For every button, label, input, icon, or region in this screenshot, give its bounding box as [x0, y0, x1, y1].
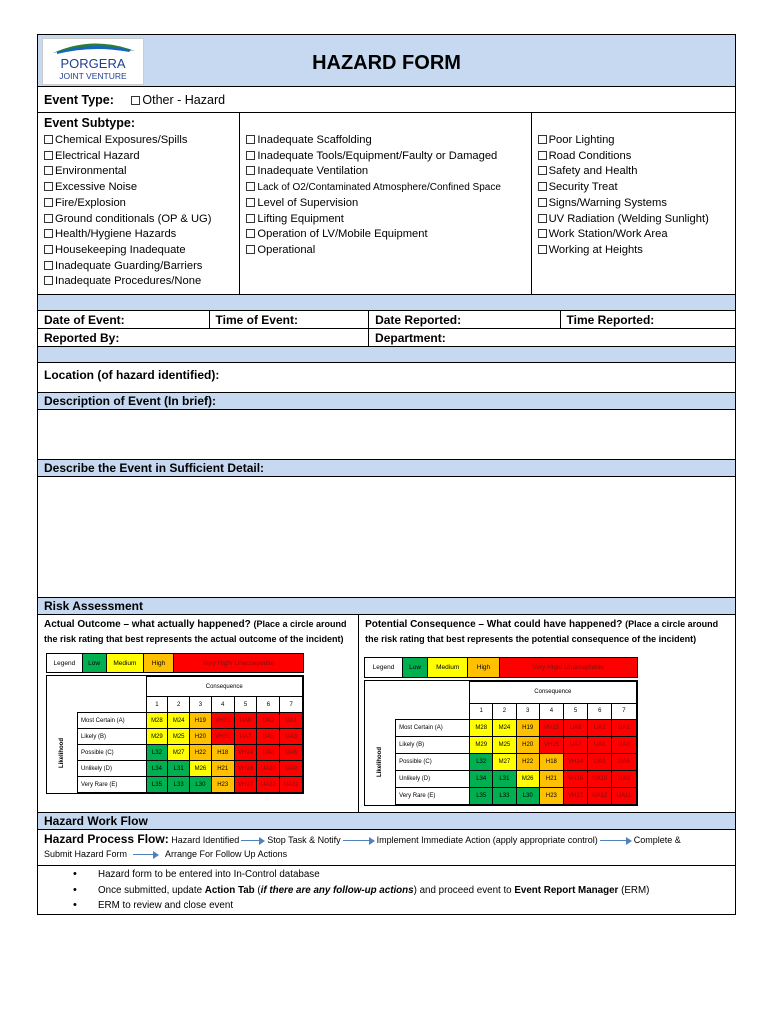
risk-cell[interactable]: M29 [146, 729, 168, 745]
note-item: • Once submitted, update Action Tab (if there are any follow-up actions) and proceed event to Event Report Manager (ERM) [98, 885, 735, 898]
risk-cell[interactable]: L31 [493, 771, 516, 788]
checkbox[interactable] [44, 198, 53, 207]
checkbox[interactable] [538, 229, 547, 238]
process-flow [38, 830, 735, 866]
logo-text-porgera: PORGERA [60, 56, 126, 71]
checkbox[interactable] [538, 135, 547, 144]
likelihood-row-label: Most Certain (A) [396, 720, 470, 737]
risk-cell[interactable]: UA12 [257, 777, 280, 793]
checkbox[interactable] [538, 166, 547, 175]
page-title: HAZARD FORM [312, 52, 461, 74]
hazard-form [37, 34, 736, 915]
note-item: • ERM to review and close event [98, 900, 735, 913]
risk-cell[interactable]: VH15 [211, 713, 234, 729]
dates-row [38, 311, 735, 329]
detail-label: Describe the Event in Sufficient Detail: [38, 460, 735, 477]
arrow-icon [133, 851, 159, 859]
likelihood-row-label: Likely (B) [396, 737, 470, 754]
checkbox[interactable] [44, 135, 53, 144]
risk-cell[interactable]: H19 [516, 720, 539, 737]
subtype-label: Road Conditions [548, 149, 632, 162]
subtype-option[interactable] [538, 243, 731, 259]
potential-consequence-panel [359, 615, 735, 812]
subtype-label: Inadequate Tools/Equipment/Faulty or Damaged [257, 149, 498, 162]
date-of-event-field[interactable]: Date of Event: [38, 311, 210, 328]
risk-cell[interactable]: L34 [146, 761, 168, 777]
risk-cell[interactable]: UA11 [280, 777, 303, 793]
risk-cell[interactable]: H21 [539, 771, 563, 788]
risk-cell[interactable]: M26 [516, 771, 539, 788]
subtype-label: Level of Supervision [257, 196, 359, 209]
subtype-option[interactable] [44, 212, 235, 228]
detail-input[interactable] [38, 477, 735, 598]
likelihood-label: Likelihood [377, 747, 384, 778]
subtype-label: Poor Lighting [548, 134, 615, 146]
logo-text-jv: JOINT VENTURE [59, 71, 127, 81]
subtype-label: Environmental [55, 165, 127, 178]
subtype-label: Working at Heights [548, 243, 643, 256]
risk-cell[interactable]: UA5 [257, 729, 280, 745]
potential-risk-matrix[interactable] [364, 657, 637, 800]
actual-outcome-note: (Place a circle around the risk rating that best represents the actual outcome of the incident) [44, 619, 347, 644]
subtype-option[interactable] [246, 164, 526, 180]
checkbox[interactable] [44, 229, 53, 238]
subtype-option[interactable] [44, 149, 235, 165]
risk-cell[interactable]: M27 [493, 754, 516, 771]
column-number: 5 [234, 697, 257, 713]
column-number: 4 [539, 703, 563, 720]
subtype-label: Inadequate Guarding/Barriers [55, 259, 203, 272]
subtype-label: Security Treat [548, 181, 618, 194]
event-subtype-label: Event Subtype: [44, 116, 135, 130]
checkbox[interactable] [246, 135, 255, 144]
risk-cell[interactable]: UA2 [257, 713, 280, 729]
risk-cell[interactable]: M27 [168, 745, 190, 761]
subtype-option[interactable] [44, 259, 235, 275]
subtype-option[interactable] [246, 149, 526, 165]
checkbox[interactable] [246, 198, 255, 207]
event-type-row [38, 87, 735, 113]
risk-cell[interactable]: UA7 [234, 729, 257, 745]
risk-cell[interactable]: L32 [470, 754, 493, 771]
risk-cell[interactable]: UA10 [257, 761, 280, 777]
risk-cell[interactable]: L33 [168, 777, 190, 793]
checkbox[interactable] [246, 166, 255, 175]
risk-cell[interactable]: UA7 [563, 737, 587, 754]
location-field[interactable]: Location (of hazard identified): [38, 363, 735, 393]
legend-item: Medium [428, 658, 468, 677]
risk-cell[interactable]: H22 [190, 745, 212, 761]
actual-outcome-heading: Actual Outcome – what actually happened? [44, 619, 251, 630]
legend-item: Legend [47, 654, 83, 672]
risk-cell[interactable]: UA1 [280, 713, 303, 729]
checkbox[interactable] [246, 229, 255, 238]
other-hazard-checkbox[interactable] [131, 96, 140, 105]
subtype-option[interactable] [44, 133, 235, 149]
subtype-option[interactable] [538, 164, 731, 180]
risk-cell[interactable]: VH16 [234, 761, 257, 777]
time-reported-field[interactable]: Time Reported: [566, 313, 655, 327]
step-implement-action: Implement Immediate Action (apply appropriate control) [376, 835, 598, 845]
consequence-label: Consequence [470, 682, 636, 703]
risk-cell[interactable]: UA8 [563, 720, 587, 737]
checkbox[interactable] [44, 261, 53, 270]
likelihood-row-label: Most Certain (A) [78, 713, 147, 729]
subtype-option[interactable] [44, 227, 235, 243]
likelihood-row-label: Very Rare (E) [396, 788, 470, 805]
subtype-option[interactable] [44, 196, 235, 212]
subtype-column-1 [38, 113, 240, 294]
subtype-label: Health/Hygiene Hazards [55, 228, 177, 241]
legend-item: Low [403, 658, 428, 677]
risk-cell[interactable]: VH15 [211, 729, 234, 745]
checkbox[interactable] [538, 198, 547, 207]
likelihood-label: Likelihood [59, 737, 65, 768]
reported-by-field[interactable]: Reported By: [38, 329, 369, 346]
risk-cell[interactable]: L34 [470, 771, 493, 788]
checkbox[interactable] [538, 182, 547, 191]
subtype-label: Housekeeping Inadequate [55, 243, 186, 256]
subtype-label: Chemical Exposures/Spills [55, 134, 188, 146]
subtype-option[interactable] [538, 133, 731, 149]
likelihood-row-label: Unlikely (D) [396, 771, 470, 788]
date-reported-field[interactable]: Date Reported: [369, 311, 560, 328]
spacer-bar [38, 347, 735, 363]
consequence-label: Consequence [146, 677, 302, 697]
column-number: 2 [168, 697, 190, 713]
column-number: 3 [516, 703, 539, 720]
legend-item: Very High/ Unacceptable [500, 658, 637, 677]
likelihood-row-label: Possible (C) [78, 745, 147, 761]
subtype-label: Safety and Health [548, 165, 638, 178]
subtype-option[interactable] [246, 227, 526, 243]
checkbox[interactable] [246, 182, 255, 191]
risk-cell[interactable]: UA8 [588, 754, 612, 771]
checkbox[interactable] [538, 214, 547, 223]
subtype-label: Inadequate Procedures/None [55, 275, 202, 288]
checkbox[interactable] [44, 214, 53, 223]
checkbox[interactable] [44, 166, 53, 175]
checkbox[interactable] [44, 182, 53, 191]
time-of-event-field[interactable]: Time of Event: [210, 311, 370, 328]
subtype-option[interactable] [246, 180, 526, 196]
risk-cell[interactable]: UA6 [280, 745, 303, 761]
potential-consequence-note: (Place a circle around the risk rating that best represents the potential consequence of the incident) [365, 619, 719, 644]
subtype-option[interactable] [44, 243, 235, 259]
risk-legend [364, 657, 637, 678]
risk-cell[interactable]: M24 [168, 713, 190, 729]
risk-cell[interactable]: VH14 [563, 754, 587, 771]
process-flow-label: Hazard Process Flow: [44, 832, 169, 846]
legend-item: High [144, 654, 174, 672]
risk-cell[interactable]: H22 [516, 754, 539, 771]
step-complete: Complete & [633, 835, 681, 845]
actual-risk-matrix[interactable] [46, 653, 304, 788]
checkbox[interactable] [44, 276, 53, 285]
subtype-label: Signs/Warning Systems [548, 196, 667, 209]
checkbox[interactable] [246, 214, 255, 223]
subtype-option[interactable] [44, 274, 235, 290]
department-field[interactable]: Department: [375, 331, 446, 345]
risk-cell[interactable]: M26 [190, 761, 212, 777]
step-follow-up: Arrange For Follow Up Actions [165, 849, 288, 859]
checkbox[interactable] [246, 245, 255, 254]
risk-cell[interactable]: H20 [190, 729, 212, 745]
subtype-label: UV Radiation (Welding Sunlight) [548, 212, 709, 225]
risk-cell[interactable]: L30 [516, 788, 539, 805]
workflow-notes [38, 866, 735, 914]
checkbox[interactable] [44, 151, 53, 160]
note-item: • Hazard form to be entered into In-Control database [98, 869, 735, 882]
other-hazard-label: Other - Hazard [142, 93, 226, 107]
step-submit-form: Submit Hazard Form [44, 849, 128, 859]
risk-cell[interactable]: H19 [190, 713, 212, 729]
legend-item: High [468, 658, 500, 677]
risk-cell[interactable]: H18 [211, 745, 234, 761]
subtype-option[interactable] [44, 180, 235, 196]
risk-cell[interactable]: UA3 [280, 729, 303, 745]
subtype-label: Electrical Hazard [55, 149, 140, 162]
subtype-label: Lifting Equipment [257, 212, 344, 225]
subtype-option[interactable] [246, 133, 526, 149]
column-number: 2 [493, 703, 516, 720]
risk-cell[interactable]: L33 [493, 788, 516, 805]
step-stop-task: Stop Task & Notify [267, 835, 341, 845]
subtype-column-2 [240, 113, 531, 294]
legend-item: Legend [365, 658, 403, 677]
legend-item: Very High/ Unacceptable [174, 654, 303, 672]
form-header [38, 35, 735, 87]
risk-cell[interactable]: L32 [146, 745, 168, 761]
risk-cell[interactable]: VH14 [234, 745, 257, 761]
likelihood-row-label: Likely (B) [78, 729, 147, 745]
risk-cell[interactable]: H23 [539, 788, 563, 805]
column-number: 6 [588, 703, 612, 720]
potential-consequence-heading: Potential Consequence – What could have happened? [365, 619, 623, 630]
event-subtype-section [38, 113, 735, 295]
description-label: Description of Event (In brief): [38, 393, 735, 410]
risk-cell[interactable]: UA10 [588, 771, 612, 788]
column-number: 4 [211, 697, 234, 713]
risk-cell[interactable]: UA6 [612, 754, 636, 771]
arrow-icon [600, 837, 632, 845]
risk-legend [46, 653, 304, 673]
column-number: 7 [280, 697, 303, 713]
risk-grid [46, 675, 304, 794]
column-number: 3 [190, 697, 212, 713]
risk-cell[interactable]: UA2 [588, 720, 612, 737]
risk-cell[interactable]: UA8 [257, 745, 280, 761]
risk-cell[interactable]: L35 [470, 788, 493, 805]
subtype-label: Excessive Noise [55, 181, 138, 194]
checkbox[interactable] [44, 245, 53, 254]
legend-item: Low [83, 654, 107, 672]
risk-cell[interactable]: L30 [190, 777, 212, 793]
subtype-label: Inadequate Ventilation [257, 165, 369, 178]
column-number: 5 [563, 703, 587, 720]
step-hazard-identified: Hazard Identified [171, 835, 240, 845]
risk-cell[interactable]: UA8 [234, 713, 257, 729]
risk-cell[interactable]: UA1 [612, 720, 636, 737]
risk-cell[interactable]: H18 [539, 754, 563, 771]
actual-outcome-panel [38, 615, 359, 812]
column-number: 6 [257, 697, 280, 713]
subtype-option[interactable] [538, 196, 731, 212]
risk-cell[interactable]: H20 [516, 737, 539, 754]
risk-cell[interactable]: VH15 [539, 720, 563, 737]
legend-item: Medium [107, 654, 145, 672]
column-number: 1 [146, 697, 168, 713]
subtype-option[interactable] [44, 164, 235, 180]
reporter-row [38, 329, 735, 347]
subtype-label: Inadequate Scaffolding [257, 134, 372, 146]
subtype-column-3 [532, 113, 735, 294]
subtype-label: Operation of LV/Mobile Equipment [257, 228, 428, 241]
subtype-option[interactable] [246, 196, 526, 212]
risk-cell[interactable]: M28 [470, 720, 493, 737]
risk-cell[interactable]: H21 [211, 761, 234, 777]
column-number: 1 [470, 703, 493, 720]
subtype-label: Work Station/Work Area [548, 228, 668, 241]
risk-cell[interactable]: VH15 [539, 737, 563, 754]
risk-cell[interactable]: UA3 [612, 737, 636, 754]
risk-cell[interactable]: UA5 [588, 737, 612, 754]
subtype-label: Ground conditionals (OP & UG) [55, 212, 212, 225]
subtype-option[interactable] [246, 243, 526, 259]
checkbox[interactable] [538, 151, 547, 160]
spacer-bar [38, 295, 735, 311]
risk-cell[interactable]: M25 [168, 729, 190, 745]
risk-cell[interactable]: UA9 [612, 771, 636, 788]
risk-cell[interactable]: H23 [211, 777, 234, 793]
risk-cell[interactable]: L31 [168, 761, 190, 777]
arrow-icon [241, 837, 265, 845]
risk-cell[interactable]: M28 [146, 713, 168, 729]
risk-cell[interactable]: UA9 [280, 761, 303, 777]
checkbox[interactable] [538, 245, 547, 254]
likelihood-row-label: Possible (C) [396, 754, 470, 771]
likelihood-row-label: Very Rare (E) [78, 777, 147, 793]
arrow-icon [343, 837, 375, 845]
risk-cell[interactable]: VH16 [563, 771, 587, 788]
subtype-label: Operational [257, 243, 316, 256]
likelihood-row-label: Unlikely (D) [78, 761, 147, 777]
risk-cell[interactable]: UA11 [612, 788, 636, 805]
risk-cell[interactable]: VH17 [234, 777, 257, 793]
risk-cell[interactable]: L35 [146, 777, 168, 793]
checkbox[interactable] [246, 151, 255, 160]
risk-assessment-title: Risk Assessment [38, 598, 735, 615]
description-input[interactable] [38, 410, 735, 460]
risk-grid [364, 680, 637, 806]
subtype-option[interactable] [538, 227, 731, 243]
risk-cell[interactable]: M25 [493, 737, 516, 754]
event-type-label: Event Type: [44, 93, 114, 107]
work-flow-title: Hazard Work Flow [38, 813, 735, 830]
column-number: 7 [612, 703, 636, 720]
risk-cell[interactable]: M24 [493, 720, 516, 737]
risk-cell[interactable]: UA12 [588, 788, 612, 805]
subtype-option[interactable] [538, 149, 731, 165]
subtype-label: Lack of O2/Contaminated Atmosphere/Confined Space [257, 182, 501, 194]
subtype-option[interactable] [538, 180, 731, 196]
risk-assessment-section [38, 615, 735, 813]
subtype-option[interactable] [246, 212, 526, 228]
risk-cell[interactable]: VH17 [563, 788, 587, 805]
risk-cell[interactable]: M29 [470, 737, 493, 754]
subtype-label: Fire/Explosion [55, 196, 126, 209]
subtype-option[interactable] [538, 212, 731, 228]
